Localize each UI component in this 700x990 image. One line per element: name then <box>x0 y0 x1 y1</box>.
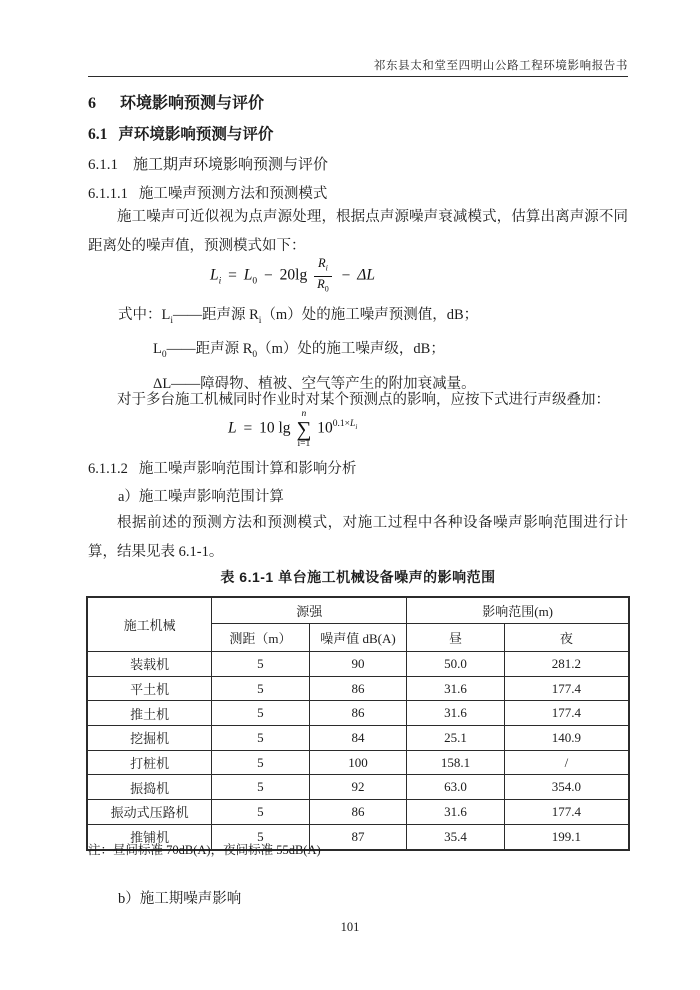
formula-fraction <box>314 256 332 296</box>
paragraph-line: 施工噪声可近似视为点声源处理，根据点声源噪声衰减模式，估算出离声源不同 <box>117 209 628 225</box>
table-cell: 86 <box>309 800 407 825</box>
table-cell: 90 <box>309 652 407 677</box>
summation-lower-limit: i=1 <box>297 439 311 449</box>
table-cell: / <box>504 750 629 775</box>
table-cell: 177.4 <box>504 676 629 701</box>
table-cell: 50.0 <box>407 652 505 677</box>
table-row <box>87 750 629 775</box>
formula-term: 10 <box>317 419 333 437</box>
legend-line <box>88 335 628 369</box>
table-cell: 281.2 <box>504 652 629 677</box>
column-header-noise: 噪声值 dB(A) <box>309 624 407 652</box>
formula-term: L <box>243 266 253 284</box>
table-cell: 31.6 <box>407 676 505 701</box>
summation-upper-limit: n <box>301 409 307 419</box>
table-cell: 140.9 <box>504 726 629 751</box>
table-cell: 177.4 <box>504 701 629 726</box>
subheading-a: a）施工噪声影响范围计算 <box>118 489 284 505</box>
table-cell: 推铺机 <box>87 824 212 849</box>
table-cell: 25.1 <box>407 726 505 751</box>
table-cell: 86 <box>309 701 407 726</box>
formula-subscript: i <box>325 263 328 273</box>
table-cell: 31.6 <box>407 701 505 726</box>
heading-number: 6.1.1.1 <box>88 186 128 202</box>
table-cell: 199.1 <box>504 824 629 849</box>
legend-line: ΔL——障碍物、植被、空气等产生的附加衰减量。 <box>153 375 476 392</box>
heading-number: 6.1.1.2 <box>88 461 128 477</box>
table-cell: 86 <box>309 676 407 701</box>
table-cell: 5 <box>212 652 310 677</box>
formula-exponent <box>332 419 358 432</box>
heading-number: 6.1 <box>88 126 108 143</box>
exponent-text: 0.1× <box>332 419 351 430</box>
table-header <box>87 597 629 652</box>
formula-subscript: i <box>218 276 222 287</box>
summation-symbol <box>296 409 311 449</box>
running-header: 祁东县太和堂至四明山公路工程环境影响报告书 <box>373 60 628 72</box>
table-row <box>87 652 629 677</box>
formula-operator: − <box>264 266 273 284</box>
formula-subscript: 0 <box>324 284 329 293</box>
heading-6 <box>88 90 264 113</box>
exponent-subscript: i <box>355 423 358 432</box>
table-cell: 打桩机 <box>87 750 212 775</box>
paragraph-table-intro <box>88 509 628 567</box>
table-cell: 5 <box>212 726 310 751</box>
machine-table-body <box>87 652 629 850</box>
table-cell: 87 <box>309 824 407 849</box>
table-cell: 平土机 <box>87 676 212 701</box>
table-cell: 振动式压路机 <box>87 800 212 825</box>
table-cell: 5 <box>212 750 310 775</box>
formula-term: 20lg <box>279 266 308 284</box>
formula-superposition <box>228 409 357 449</box>
formula-term: 10 lg <box>259 419 291 437</box>
heading-number: 6 <box>88 95 96 112</box>
table-cell: 5 <box>212 824 310 849</box>
subheading-b: b）施工期噪声影响 <box>118 891 242 907</box>
heading-6-1-1-1 <box>88 182 327 203</box>
formula-operator: = <box>228 266 237 284</box>
table-cell: 装载机 <box>87 652 212 677</box>
legend-symbol: L <box>153 341 162 358</box>
table-cell: 84 <box>309 726 407 751</box>
table-cell: 5 <box>212 676 310 701</box>
page-number: 101 <box>340 920 360 934</box>
table-row <box>87 726 629 751</box>
heading-text: 环境影响预测与评价 <box>120 95 265 112</box>
paragraph-intro <box>88 203 628 261</box>
table-cell: 92 <box>309 775 407 800</box>
legend-line <box>88 301 628 335</box>
formula-term: R <box>317 256 326 270</box>
column-group-range: 影响范围(m) <box>407 597 629 624</box>
legend-text: （m）处的施工噪声预测值，dB； <box>261 307 479 323</box>
table-cell: 振捣机 <box>87 775 212 800</box>
formula-term: L <box>228 419 237 437</box>
legend-subscript: 0 <box>161 350 167 361</box>
legend-subscript: 0 <box>252 350 258 361</box>
formula-term: ΔL <box>357 266 375 284</box>
formula-subscript: 0 <box>252 276 258 287</box>
column-header-night: 夜 <box>504 624 629 652</box>
heading-6-1-1-2 <box>88 457 356 478</box>
heading-text: 声环境影响预测与评价 <box>118 126 274 143</box>
column-header-machine: 施工机械 <box>87 597 212 652</box>
table-cell: 5 <box>212 775 310 800</box>
table-cell: 354.0 <box>504 775 629 800</box>
machine-noise-table <box>86 596 630 851</box>
sigma-glyph: ∑ <box>296 417 312 441</box>
table-cell: 5 <box>212 800 310 825</box>
table-cell: 挖掘机 <box>87 726 212 751</box>
formula-term: R <box>317 276 325 291</box>
heading-text: 施工噪声影响范围计算和影响分析 <box>138 461 357 477</box>
paragraph-line: 距离处的噪声值，预测模式如下： <box>88 238 306 254</box>
table-note: 注：昼间标准 70dB(A)，夜间标准 55dB(A) <box>88 843 321 857</box>
table-cell: 177.4 <box>504 800 629 825</box>
paragraph-line: 算，结果见表 6.1-1。 <box>88 544 224 560</box>
table-row <box>87 701 629 726</box>
formula-operator: − <box>341 266 351 284</box>
formula-attenuation <box>210 256 375 296</box>
formula-term: L <box>210 266 219 284</box>
table-cell: 63.0 <box>407 775 505 800</box>
table-cell: 31.6 <box>407 800 505 825</box>
legend-subscript: i <box>258 315 262 326</box>
exponent-symbol: L <box>350 419 356 430</box>
heading-number: 6.1.1 <box>88 157 118 173</box>
legend-text: ——距声源 R <box>173 307 259 323</box>
table-title: 表 6.1-1 单台施工机械设备噪声的影响范围 <box>220 569 496 585</box>
header-rule <box>88 76 628 77</box>
table-cell: 5 <box>212 701 310 726</box>
legend-text: （m）处的施工噪声级，dB； <box>257 341 445 358</box>
legend-subscript: i <box>170 315 173 326</box>
paragraph-line: 根据前述的预测方法和预测模式，对施工过程中各种设备噪声影响范围进行计 <box>117 515 628 531</box>
legend-label: 式中： <box>118 307 162 323</box>
table-cell: 35.4 <box>407 824 505 849</box>
formula-legend <box>88 301 628 398</box>
table-row <box>87 676 629 701</box>
column-header-distance: 测距（m） <box>212 624 310 652</box>
table-cell: 158.1 <box>407 750 505 775</box>
table-row <box>87 775 629 800</box>
paragraph-superposition: 对于多台施工机械同时作业时对某个预测点的影响，应按下式进行声级叠加： <box>117 392 610 408</box>
column-group-source: 源强 <box>212 597 407 624</box>
heading-6-1-1 <box>88 153 328 174</box>
legend-text: ——距声源 R <box>166 341 253 358</box>
heading-text: 施工噪声预测方法和预测模式 <box>138 186 328 202</box>
table-header-row <box>87 597 629 624</box>
table-row <box>87 800 629 825</box>
column-header-day: 昼 <box>407 624 505 652</box>
table-cell: 推土机 <box>87 701 212 726</box>
heading-text: 施工期声环境影响预测与评价 <box>133 157 329 173</box>
heading-6-1 <box>88 122 273 144</box>
legend-symbol: L <box>161 307 171 323</box>
table-cell: 100 <box>309 750 407 775</box>
formula-operator: = <box>243 419 253 437</box>
